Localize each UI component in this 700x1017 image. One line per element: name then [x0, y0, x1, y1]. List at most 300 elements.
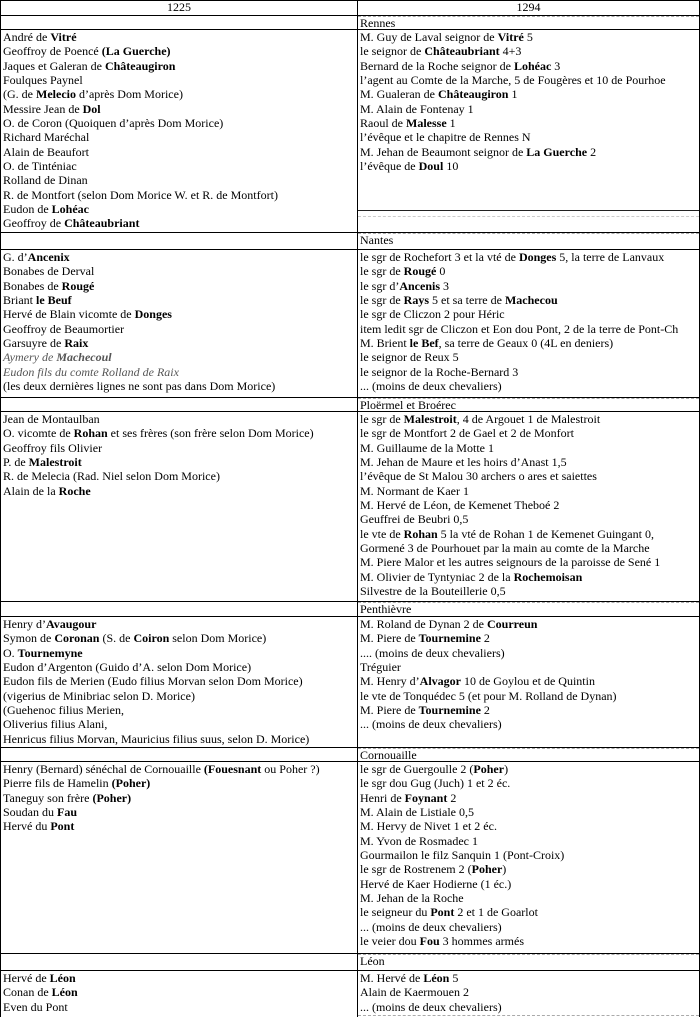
entry-line	[360, 646, 699, 660]
entry-text: Rohan	[73, 426, 108, 441]
entry-line	[3, 188, 357, 202]
empty-cell	[1, 398, 358, 411]
entry-text: Pierre fils de Hamelin	[3, 776, 112, 791]
entry-text: Poher	[471, 862, 503, 877]
entry-text: , sa terre de Geaux 0 (4L en deniers)	[438, 336, 614, 351]
entry-text: Fou	[419, 934, 440, 949]
cell-1225-nantes	[1, 250, 358, 397]
column-header-1294: 1294	[516, 1, 541, 14]
entry-line	[3, 87, 357, 101]
entry-line	[3, 379, 357, 393]
cell-1294-ploermel-et-broerec	[358, 412, 699, 601]
entry-line	[3, 44, 357, 58]
entry-text: le sgr de	[360, 264, 404, 279]
entry-line	[360, 985, 699, 999]
entry-text: Raoul de	[360, 116, 406, 131]
entry-text: Geoffroy de Poencé	[3, 44, 102, 59]
entry-line	[360, 617, 699, 631]
entry-text: Eudon fils du comte Rolland de Raix	[3, 364, 179, 379]
entry-text: Alain de Kaermouen 2	[360, 985, 469, 1000]
entry-text: Bonabes de Derval	[3, 264, 95, 279]
entry-text: l’évêque de St Malou 30 archers o ares et saiettes	[360, 469, 597, 484]
entry-text: 1	[446, 116, 456, 131]
entry-line	[3, 350, 357, 364]
entry-text: M. Yvon de Rosmadec 1	[360, 833, 479, 848]
entry-text: l’évêque et le chapitre de Rennes N	[360, 130, 531, 145]
entry-text: Hervé de Blain vicomte de	[3, 307, 135, 322]
entry-line	[360, 791, 699, 805]
empty-cell	[1, 748, 358, 761]
entry-line	[360, 920, 699, 934]
entry-text: Courreun	[486, 617, 538, 631]
entry-text: M. Guillaume de la Motte 1	[360, 440, 494, 455]
entry-line	[360, 293, 699, 307]
entry-text: M. Gualeran de	[360, 87, 438, 102]
entry-text: Messire Jean de	[3, 101, 83, 116]
entry-text: M. Alain de Listiale 0,5	[360, 805, 474, 820]
entry-text: M. Jehan de Beaumont seignor de	[360, 144, 527, 159]
entry-text: Vitré	[50, 30, 77, 44]
entry-text: Foynant	[404, 790, 448, 805]
entry-text: Symon de	[3, 631, 55, 646]
entry-line	[3, 102, 357, 116]
entry-line	[360, 44, 699, 58]
entry-text: 2 et 1 de Goarlot	[454, 905, 538, 920]
entry-line	[3, 116, 357, 130]
content-row-ploermel-et-broerec	[1, 412, 699, 602]
entry-text: Roche	[58, 483, 91, 498]
entry-text: R. de Montfort (selon Dom Morice W. et R. de Montfort)	[3, 187, 278, 202]
empty-cell	[1, 954, 358, 970]
entry-text: Geoffroy de	[3, 216, 65, 231]
entry-text: M. Piere de	[360, 631, 419, 646]
entry-text: 2	[480, 703, 490, 718]
entry-text: ... (moins de deux chevaliers)	[360, 717, 502, 732]
entry-text: M. Piere de	[360, 703, 419, 718]
entry-text: d’après Dom Morice)	[75, 87, 183, 102]
entry-text: Châteaugiron	[104, 58, 176, 73]
region-header-nantes: Nantes	[358, 233, 699, 249]
entry-text: Ancenix	[27, 250, 70, 264]
entry-line	[3, 674, 357, 688]
entry-text: Vitré	[497, 30, 524, 44]
cell-1294-cornouaille	[358, 762, 699, 953]
entry-line	[360, 498, 699, 512]
entry-line	[3, 73, 357, 87]
entry-text: Tournemine	[418, 631, 481, 646]
entry-text: Eudon fils de Merien (Eudo filius Morvan selon Dom Morice)	[3, 674, 303, 689]
entry-text: le vte de Tonquédec 5 (et pour M. Rolland de Dynan)	[360, 688, 617, 703]
entry-text: Doul	[418, 159, 444, 174]
entry-text: le seignor de Reux 5	[360, 350, 459, 365]
entry-line	[360, 73, 699, 87]
table-body	[1, 16, 699, 1017]
entry-text: (Fouesnant	[203, 762, 262, 776]
entry-text: (vigerius de Minibriac selon D. Morice)	[3, 688, 195, 703]
entry-text: Rays	[403, 293, 429, 308]
entry-text: Aymery de	[3, 350, 57, 365]
entry-line	[360, 441, 699, 455]
entry-text: Malestroit	[403, 412, 457, 426]
entry-line	[3, 985, 357, 999]
empty-strip	[358, 210, 699, 232]
entry-text: Hervé de	[3, 971, 50, 985]
entry-line	[360, 541, 699, 555]
content-row-penthievre	[1, 617, 699, 748]
entry-text: O.	[3, 645, 18, 660]
entry-line	[3, 145, 357, 159]
entry-text: ou Poher ?)	[261, 762, 320, 776]
entry-text: )	[504, 762, 509, 776]
entry-text: M. Hervy de Nivet 1 et 2 éc.	[360, 819, 497, 834]
entry-line	[360, 469, 699, 483]
cell-1225-ploermel-et-broerec	[1, 412, 358, 601]
entry-line	[360, 116, 699, 130]
entry-text: Melecio	[36, 87, 76, 102]
entry-line	[360, 379, 699, 393]
region-row-leon	[1, 954, 699, 971]
entry-line	[360, 130, 699, 144]
entry-text: Poher	[473, 762, 505, 776]
entry-line	[3, 819, 357, 833]
entry-line	[3, 441, 357, 455]
cell-1225-cornouaille	[1, 762, 358, 953]
region-header-cornouaille: Cornouaille	[358, 748, 699, 761]
entry-line	[3, 159, 357, 173]
entry-line	[360, 584, 699, 598]
entry-text: André de	[3, 30, 51, 44]
entry-line	[360, 412, 699, 426]
entry-line	[360, 570, 699, 584]
content-row-nantes	[1, 250, 699, 398]
entry-text: O. de Tinténiac	[3, 159, 77, 174]
entry-text: 5	[449, 971, 459, 985]
entry-text: M. Alain de Fontenay 1	[360, 101, 474, 116]
entry-text: Léon	[51, 985, 78, 1000]
cell-1294-nantes	[358, 250, 699, 397]
entry-line	[3, 30, 357, 44]
entry-text: 5, la terre de Lanvaux	[556, 250, 665, 264]
entry-line	[360, 631, 699, 645]
entry-text: le seigneur du	[360, 905, 431, 920]
entry-line	[3, 617, 357, 631]
entry-text: ... (moins de deux chevaliers)	[360, 999, 502, 1014]
entry-text: Garsuyre de	[3, 336, 65, 351]
entry-line	[3, 250, 357, 264]
entry-text: le sgr de	[360, 293, 404, 308]
entry-line	[360, 776, 699, 790]
entry-line	[3, 130, 357, 144]
entry-text: (Guehenoc filius Merien,	[3, 703, 124, 718]
bottom-dashed-divider	[358, 1015, 699, 1016]
entry-text: le sgr de Cliczon 2 pour Héric	[360, 307, 505, 322]
entry-line	[3, 412, 357, 426]
entry-text: M. Roland de Dynan 2 de	[360, 617, 487, 631]
entry-text: (La Guerche)	[101, 44, 171, 59]
entry-text: O. vicomte de	[3, 426, 74, 441]
entry-text: (G. de	[3, 87, 36, 102]
entry-text: Bernard de la Roche seignor de	[360, 58, 514, 73]
entry-text: M. Henry d’	[360, 674, 420, 689]
entry-text: Henry d’	[3, 617, 46, 631]
region-header-ploermel-et-broerec: Ploërmel et Broérec	[358, 398, 699, 411]
entry-text: O. de Coron (Quoiquen d’après Dom Morice)	[3, 116, 224, 131]
entry-text: Foulques Paynel	[3, 73, 83, 88]
entry-text: Geoffroy fils Olivier	[3, 440, 103, 455]
entry-text: M. Jehan de Maure et les hoirs d’Anast 1,5	[360, 455, 567, 470]
entry-text: Eudon d’Argenton (Guido d’A. selon Dom Morice)	[3, 660, 252, 675]
entry-text: Châteaugiron	[437, 87, 509, 102]
region-row-ploermel-et-broerec	[1, 398, 699, 412]
entry-text: Tréguier	[360, 660, 401, 675]
region-row-nantes	[1, 233, 699, 250]
entry-text: P. de	[3, 455, 29, 470]
entry-line	[360, 762, 699, 776]
entry-text: selon Dom Morice)	[169, 631, 267, 646]
entry-text: Alain de la	[3, 483, 59, 498]
entry-line	[360, 30, 699, 44]
entry-line	[3, 791, 357, 805]
empty-cell	[1, 16, 358, 29]
entry-line	[360, 819, 699, 833]
entry-text: 5	[523, 30, 533, 44]
entry-line	[3, 631, 357, 645]
entry-line	[360, 834, 699, 848]
entry-text: 2	[587, 144, 597, 159]
entry-line	[360, 512, 699, 526]
entry-text: Eudon de	[3, 202, 52, 217]
entry-text: Avaugour	[45, 617, 97, 631]
entry-text: 10 de Goylou et de Quintin	[460, 674, 595, 689]
entry-line	[3, 264, 357, 278]
entry-text: Ancenis	[399, 278, 440, 293]
entry-line	[360, 102, 699, 116]
entry-text: Silvestre de la Bouteillerie 0,5	[360, 584, 506, 599]
entry-text: le seignor de la Roche-Bernard 3	[360, 364, 519, 379]
entry-line	[360, 862, 699, 876]
content-row-leon	[1, 971, 699, 1017]
entry-text: Pont	[430, 905, 455, 920]
cell-1225-rennes	[1, 30, 358, 232]
entry-text: Coronan	[54, 631, 100, 646]
entry-text: M. Hervé de Léon, de Kemenet Theboé 2	[360, 498, 560, 513]
entry-text: Rougé	[403, 264, 437, 279]
entry-text: Gourmailon le filz Sanquin 1 (Pont-Croix)	[360, 848, 565, 863]
entry-text: Tournemyne	[17, 645, 83, 660]
entry-text: Tournemine	[418, 703, 481, 718]
entry-text: 3	[440, 278, 449, 293]
entry-text: Rougé	[61, 278, 95, 293]
entry-text: Rolland de Dinan	[3, 173, 88, 188]
entry-line	[3, 762, 357, 776]
entry-text: Conan de	[3, 985, 52, 1000]
entry-line	[360, 279, 699, 293]
entry-text: (Poher)	[111, 776, 151, 791]
entry-text: Dol	[82, 101, 101, 116]
entry-text: le sgr de Rostrenem 2 (	[360, 862, 472, 877]
entry-text: Oliverius filius Alani,	[3, 717, 108, 732]
entry-text: G. d’	[3, 250, 28, 264]
content-row-rennes	[1, 30, 699, 233]
entry-text: item ledit sgr de Cliczon et Eon dou Pont, 2 de la terre de Pont-Ch	[360, 321, 679, 336]
entry-text: ... (moins de deux chevaliers)	[360, 379, 502, 394]
entry-text: .... (moins de deux chevaliers)	[360, 645, 505, 660]
entry-text: le sgr de Rochefort 3 et la vté de	[360, 250, 519, 264]
entry-text: Richard Maréchal	[3, 130, 90, 145]
entry-line	[3, 805, 357, 819]
entry-line	[3, 732, 357, 746]
entry-text: Machecou	[504, 293, 558, 308]
entry-line	[3, 336, 357, 350]
entry-line	[3, 660, 357, 674]
entry-text: Henricus filius Morvan, Mauricius filius suus, selon D. Morice)	[3, 731, 310, 746]
entry-text: Rohan	[403, 526, 438, 541]
entry-text: Alvagor	[419, 674, 461, 689]
entry-line	[360, 159, 699, 173]
entry-text: (S. de	[99, 631, 134, 646]
entry-text: ... (moins de deux chevaliers)	[360, 919, 502, 934]
entry-text: La Guerche	[526, 144, 588, 159]
entry-line	[360, 674, 699, 688]
entry-line	[3, 426, 357, 440]
entry-text: )	[502, 862, 507, 877]
entry-text: Gormené 3 de Pourhouet par la main au comte de la Marche	[360, 541, 650, 556]
entry-line	[360, 555, 699, 569]
region-header-penthievre: Penthièvre	[358, 602, 699, 616]
entry-line	[3, 322, 357, 336]
entry-text: Léon	[49, 971, 76, 985]
entry-line	[360, 264, 699, 278]
entry-text: Raix	[64, 336, 89, 351]
entry-line	[3, 59, 357, 73]
entry-text: le vte de	[360, 526, 404, 541]
entry-text: le sgr dou Gug (Juch) 1 et 2 éc.	[360, 776, 511, 791]
empty-cell	[1, 602, 358, 616]
entry-text: le Bef	[409, 336, 439, 351]
region-row-rennes	[1, 16, 699, 30]
entry-text: Coiron	[133, 631, 170, 646]
entry-text: , 4 de Argouet 1 de Malestroit	[456, 412, 601, 426]
entry-line	[3, 469, 357, 483]
year-header-row	[1, 1, 699, 16]
entry-line	[3, 173, 357, 187]
entry-text: et ses frères (son frère selon Dom Morice)	[107, 426, 314, 441]
entry-text: l’agent au Comte de la Marche, 5 de Fougères et 10 de Pourhoe	[360, 73, 666, 88]
region-header-leon: Léon	[358, 954, 699, 970]
entry-text: 3 hommes armés	[439, 934, 524, 949]
cell-1225-leon	[1, 971, 358, 1017]
entry-text: Hervé de Kaer Hodierne (1 éc.)	[360, 876, 512, 891]
entry-text: M. Hervé de	[360, 971, 424, 985]
entry-text: Léon	[423, 971, 450, 985]
entry-line	[3, 776, 357, 790]
entry-text: M. Olivier de Tyntyniac 2 de la	[360, 569, 514, 584]
entry-text: Geuffrei de Beubri 0,5	[360, 512, 469, 527]
entry-text: Machecoul	[56, 350, 112, 365]
entry-text: le veier dou	[360, 934, 420, 949]
entry-line	[3, 703, 357, 717]
entry-text: Soudan du	[3, 805, 57, 820]
entry-text: Donges	[518, 250, 557, 264]
entry-text: 4+3	[499, 44, 522, 59]
entry-text: Lohéac	[51, 202, 89, 217]
cell-1225-penthievre	[1, 617, 358, 747]
entry-line	[360, 717, 699, 731]
entry-line	[3, 279, 357, 293]
entry-text: Briant	[3, 293, 36, 308]
entry-text: le sgr de Montfort 2 de Gael et 2 de Monfort	[360, 426, 574, 441]
entry-line	[3, 717, 357, 731]
entry-text: 2	[480, 631, 490, 646]
entry-text: Even du Pont	[3, 999, 68, 1014]
entry-text: (les deux dernières lignes ne sont pas dans Dom Morice)	[3, 379, 276, 394]
entry-line	[3, 216, 357, 230]
entry-text: M. Brient	[360, 336, 410, 351]
entry-text: Henry (Bernard) sénéchal de Cornouaille	[3, 762, 204, 776]
entry-line	[3, 971, 357, 985]
entry-text: le sgr de Guergoulle 2 (	[360, 762, 474, 776]
entry-line	[360, 365, 699, 379]
entry-line	[3, 202, 357, 216]
entry-line	[3, 689, 357, 703]
entry-line	[360, 250, 699, 264]
entry-line	[360, 934, 699, 948]
entry-text: Jaques et Galeran de	[3, 58, 105, 73]
entry-text: le sgr d’	[360, 278, 400, 293]
entry-text: R. de Melecia (Rad. Niel selon Dom Morice)	[3, 469, 220, 484]
entry-text: Malestroit	[28, 455, 82, 470]
entry-line	[3, 646, 357, 660]
entry-line	[360, 350, 699, 364]
entry-line	[3, 365, 357, 379]
entry-text: l’évêque de	[360, 159, 419, 174]
entry-text: Alain de Beaufort	[3, 144, 89, 159]
entry-text: (Poher)	[92, 790, 132, 805]
entry-text: Pont	[50, 819, 75, 834]
entry-text: Jean de Montaulban	[3, 412, 100, 426]
entry-line	[360, 1000, 699, 1014]
entry-text: 5 la vté de Rohan 1 de Kemenet Guingant 0,	[437, 526, 654, 541]
entry-line	[3, 455, 357, 469]
entry-text: 3	[551, 58, 561, 73]
entry-line	[360, 59, 699, 73]
entry-line	[360, 660, 699, 674]
entry-text: Lohéac	[513, 58, 552, 73]
entry-text: Bonabes de	[3, 278, 62, 293]
entry-line	[3, 1000, 357, 1014]
cell-1294-leon	[358, 971, 699, 1017]
entry-text: Malesse	[406, 116, 447, 131]
region-header-rennes: Rennes	[358, 16, 699, 29]
entry-line	[360, 145, 699, 159]
entry-line	[360, 891, 699, 905]
entry-line	[360, 336, 699, 350]
entry-text: Fau	[57, 805, 78, 820]
entry-line	[3, 484, 357, 498]
entry-text: Châteaubriant	[424, 44, 500, 59]
entry-line	[360, 805, 699, 819]
entry-text: Rochemoisan	[513, 569, 583, 584]
entry-line	[360, 455, 699, 469]
entry-line	[360, 689, 699, 703]
entry-text: 0	[436, 264, 446, 279]
entry-line	[360, 877, 699, 891]
entry-text: Hervé du	[3, 819, 51, 834]
entry-line	[360, 426, 699, 440]
entry-line	[360, 87, 699, 101]
empty-cell	[1, 233, 358, 249]
entry-line	[360, 848, 699, 862]
